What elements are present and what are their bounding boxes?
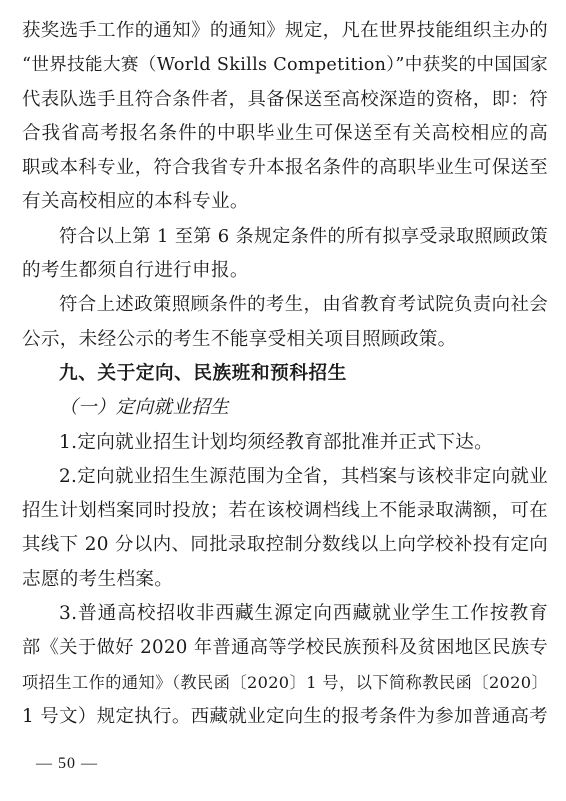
section-heading: 九、关于定向、民族班和预科招生 [59,362,347,384]
page-number: — 50 — [36,755,98,772]
text-line: 其线下 20 分以内、同批录取控制分数线以上向学校补投有定向 [22,534,548,556]
text-line: 符合上述政策照顾条件的考生，由省教育考试院负责向社会 [59,294,548,316]
text-line: 志愿的考生档案。 [22,568,174,590]
text-line: 公示，未经公示的考生不能享受相关项目照顾政策。 [22,328,457,350]
document-page [22,14,548,734]
text-line: 代表队选手且符合条件者，具备保送至高校深造的资格，即：符 [22,88,548,110]
text-line: 3.普通高校招收非西藏生源定向西藏就业学生工作按教育 [59,603,548,625]
subsection-heading: （一）定向就业招生 [59,397,230,419]
text-line: 2.定向就业招生生源范围为全省，其档案与该校非定向就业 [59,465,548,487]
text-line: 招生计划档案同时投放；若在该校调档线上不能录取满额，可在 [22,500,548,522]
text-line: 1 号文）规定执行。西藏就业定向生的报考条件为参加普通高考 [22,705,548,727]
text-line: 项招生工作的通知》（教民函〔2020〕1 号，以下简称教民函〔2020〕 [22,672,548,692]
text-line: 部《关于做好 2020 年普通高等学校民族预科及贫困地区民族专 [22,637,548,659]
text-line: 职或本科专业，符合我省专升本报名条件的高职毕业生可保送至 [22,157,548,179]
text-line: “世界技能大赛（World Skills Competition）”中获奖的中国国家 [22,55,548,76]
text-line: 1.定向就业招生计划均须经教育部批准并正式下达。 [59,431,494,453]
text-line: 获奖选手工作的通知》的通知》规定，凡在世界技能组织主办的 [22,20,548,41]
text-line: 的考生都须自行进行申报。 [22,260,249,282]
text-line: 有关高校相应的本科专业。 [22,191,249,213]
text-line: 符合以上第 1 至第 6 条规定条件的所有拟享受录取照顾政策 [59,225,548,247]
text-line: 合我省高考报名条件的中职毕业生可保送至有关高校相应的高 [22,122,548,144]
